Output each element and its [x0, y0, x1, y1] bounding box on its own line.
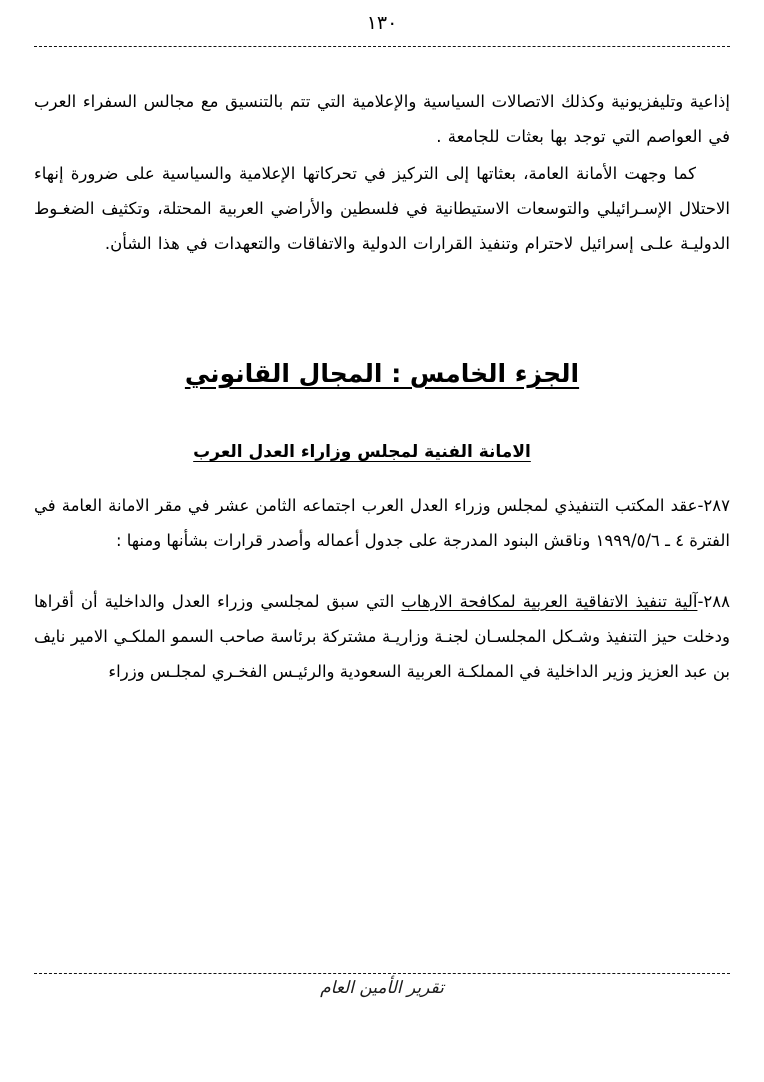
top-divider — [34, 46, 730, 47]
spacer — [34, 263, 730, 359]
item-underlined-phrase-288: آلية تنفيذ الاتفاقية العربية لمكافحة الارهاب — [401, 592, 698, 611]
item-number-287: ٢٨٧- — [697, 496, 730, 515]
item-text-288: التي سبق لمجلسي وزراء العدل والداخلية أن أقراها ودخلت حيز التنفيذ وشـكل المجلسـان لجنـة وزاريـة مشتركة برئاسة صاحب السمو الملكـي الامير نايف بن عبد العزيز وزير الداخلية في المملكـة العربية السعودية والرئيـس الفخـري لمجلـس وزراء — [34, 592, 730, 681]
subsection-title: الامانة الفنية لمجلس وزاراء العدل العرب — [193, 442, 531, 462]
spacer — [34, 388, 730, 442]
numbered-item-288 — [34, 584, 730, 689]
numbered-item-287 — [34, 488, 730, 558]
paragraph-continuation: إذاعية وتليفزيونية وكذلك الاتصالات السياسية والإعلامية التي تتم بالتنسيق مع مجالس السفراء العرب في العواصم التي توجد بها بعثات للجامعة . — [34, 92, 730, 146]
section-title: الجزء الخامس : المجال القانوني — [184, 359, 580, 388]
paragraph-media-focus: كما وجهت الأمانة العامة، بعثاتها إلى التركيز في تحركاتها الإعلامية والسياسية على ضرورة إنهاء الاحتلال الإسـرائيلي والتوسعات الاستيطانية في فلسطين والأراضي العربية المحتلة، وتكثيف الضغـوط الدوليـة علـى إسرائيل لاحترام وتنفيذ القرارات الدولية والاتفاقات والتعهدات في هذا الشأن. — [34, 164, 730, 253]
page-content — [34, 84, 730, 962]
spacer — [34, 462, 730, 488]
page-number: ١٣٠ — [366, 12, 398, 34]
spacer — [34, 558, 730, 584]
bottom-divider — [34, 973, 730, 974]
footer-signature: تقرير الأمين العام — [320, 978, 444, 998]
item-text-287: عقد المكتب التنفيذي لمجلس وزراء العدل العرب اجتماعه الثامن عشر في مقر الامانة العامة في الفترة ٤ ـ ١٩٩٩/٥/٦ وناقش البنود المدرجة على جدول أعماله وأصدر قرارات بشأنها ومنها : — [34, 496, 730, 550]
item-number-288: ٢٨٨- — [697, 592, 730, 611]
